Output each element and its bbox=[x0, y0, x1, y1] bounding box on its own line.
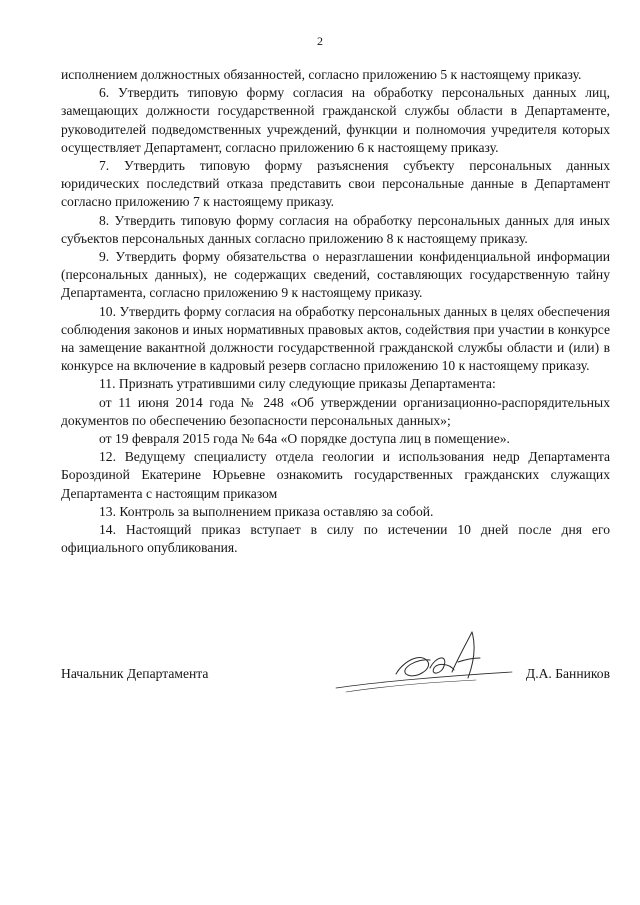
signature-block bbox=[61, 666, 610, 696]
paragraph-item-10: 10. Утвердить форму согласия на обработку персональных данных в целях обеспечения соблюдения законов и иных нормативных правовых актов, содействия при участии в конкурсе на замещение вакантной должности государственной гражданской службы области и (или) в конкурсе на включение в кадровый резерв согласно приложению 10 к настоящему приказу. bbox=[61, 303, 610, 374]
page-number: 2 bbox=[317, 34, 323, 48]
document-body bbox=[61, 66, 610, 557]
paragraph-continuation: исполнением должностных обязанностей, согласно приложению 5 к настоящему приказу. bbox=[61, 67, 582, 82]
paragraph-item-14: 14. Настоящий приказ вступает в силу по истечении 10 дней после дня его официального опубликования. bbox=[61, 522, 610, 556]
paragraph-item-7: 7. Утвердить типовую форму разъяснения субъекту персональных данных юридических последствий отказа представить свои персональные данные в Департамент согласно приложению 7 к настоящему приказу. bbox=[61, 158, 610, 210]
paragraph-item-6: 6. Утвердить типовую форму согласия на обработку персональных данных лиц, замещающих должности государственной гражданской службы области в Департаменте, руководителей подведомственных учреждений, функции и полномочия учредителя которых осуществляет Департамент, согласно приложению 6 к настоящему приказу. bbox=[61, 85, 610, 155]
paragraph-repealed-order-2: от 19 февраля 2015 года № 64а «О порядке доступа лиц в помещение». bbox=[99, 431, 510, 447]
handwritten-signature bbox=[326, 622, 516, 702]
paragraph-item-8: 8. Утвердить типовую форму согласия на обработку персональных данных для иных субъектов персональных данных согласно приложению 8 к настоящему приказу. bbox=[61, 212, 610, 246]
paragraph-item-13: 13. Контроль за выполнением приказа оставляю за собой. bbox=[99, 503, 434, 519]
paragraph-repealed-order-1: от 11 июня 2014 года № 248 «Об утверждении организационно-распорядительных документов по обеспечению безопасности персональных данных»; bbox=[61, 394, 610, 428]
signatory-title: Начальник Департамента bbox=[61, 666, 209, 681]
paragraph-item-11: 11. Признать утратившими силу следующие приказы Департамента: bbox=[99, 376, 496, 392]
paragraph-item-9: 9. Утвердить форму обязательства о неразглашении конфиденциальной информации (персональных данных), не содержащих сведений, составляющих государственную тайну Департамента, согласно приложению 9 к настоящему приказу. bbox=[61, 249, 610, 301]
paragraph-item-12: 12. Ведущему специалисту отдела геологии и использования недр Департамента Бороздиной Екатерине Юрьевне ознакомить государственных гражданских служащих Департамента с настоящим приказом bbox=[61, 449, 610, 501]
signatory-name: Д.А. Банников bbox=[525, 666, 610, 681]
